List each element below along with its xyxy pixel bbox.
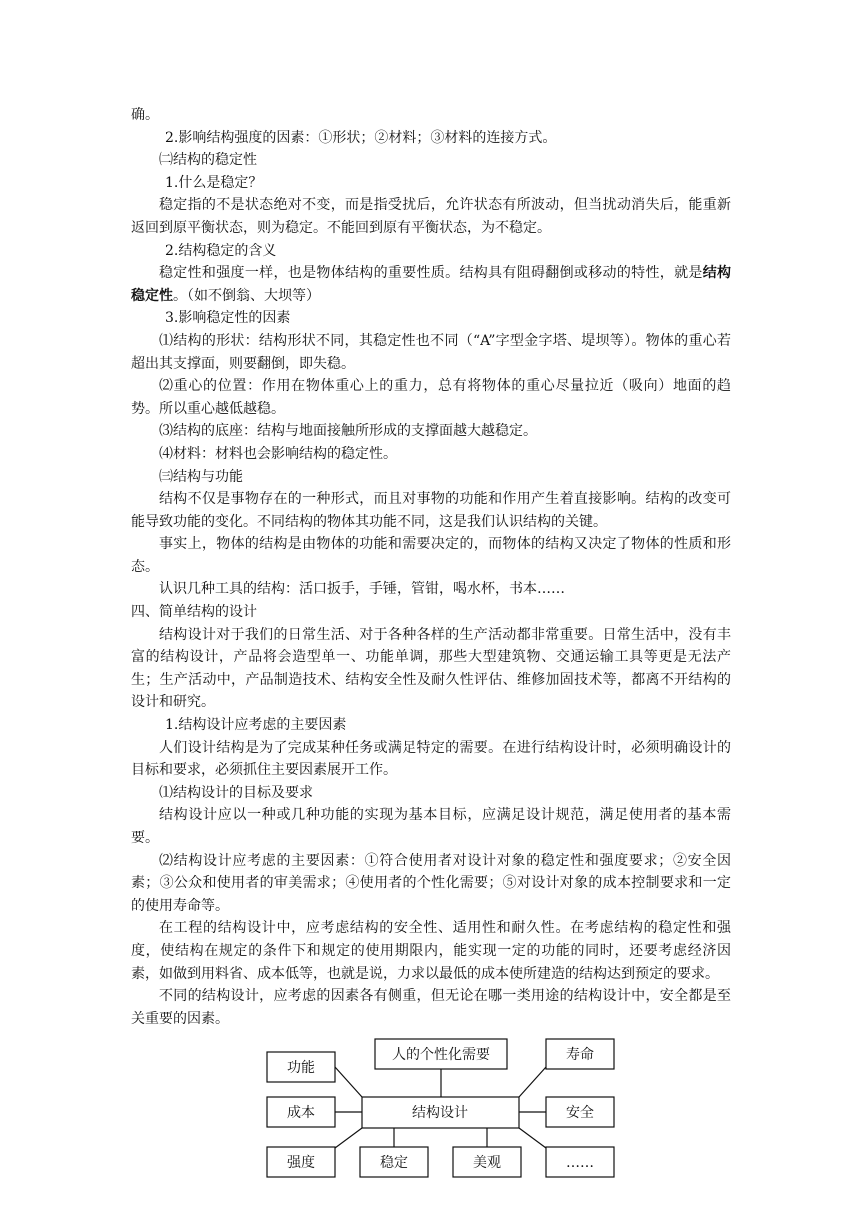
node-life: [546, 1039, 614, 1069]
paragraph-text: 四、简单结构的设计: [131, 604, 257, 621]
svg-text:安全: 安全: [566, 1105, 594, 1121]
paragraph-text: 不同的结构设计，应考虑的因素各有侧重，但无论在哪一类用途的结构设计中，安全都是至关重要的因素。: [131, 988, 731, 1027]
svg-text:寿命: 寿命: [566, 1047, 594, 1063]
paragraph-text: ⑴结构设计的目标及要求: [159, 784, 313, 801]
svg-text:……: ……: [566, 1155, 594, 1171]
svg-text:结构设计: 结构设计: [412, 1105, 468, 1121]
paragraph-text: 2.影响结构强度的因素：①形状；②材料；③材料的连接方式。: [165, 129, 557, 146]
paragraph-text: 结构设计对于我们的日常生活、对于各种各样的生产活动都非常重要。日常生活中，没有丰富的结构设计，产品将会造型单一、功能单调，那些大型建筑物、交通运输工具等更是无法产生；生产活动中，产品制造技术、结构安全性及耐久性评估、维修加固技术等，都离不开结构的设计和研究。: [131, 626, 731, 711]
node-strength: [267, 1147, 335, 1177]
svg-text:功能: 功能: [287, 1060, 315, 1076]
paragraph-text: 在工程的结构设计中，应考虑结构的安全性、适用性和耐久性。在考虑结构的稳定性和强度，使结构在规定的条件下和规定的使用期限内，能实现一定的功能的同时，还要考虑经济因素，如做到用料省、成本低等，也就是说，力求以最低的成本使所建造的结构达到预定的要求。: [131, 920, 731, 982]
connector-life: [519, 1067, 546, 1097]
paragraph-text: ㈢结构与功能: [159, 468, 243, 485]
paragraph-text: 1.什么是稳定？: [165, 174, 263, 191]
svg-text:美观: 美观: [473, 1155, 501, 1171]
node-stability: [360, 1147, 428, 1177]
paragraph-text: 稳定指的不是状态绝对不变，而是指受扰后，允许状态有所波动，但当扰动消失后，能重新返回到原平衡状态，则为稳定。不能回到原有平衡状态，为不稳定。: [131, 197, 731, 236]
svg-text:人的个性化需要: 人的个性化需要: [392, 1047, 490, 1063]
paragraph-text: 结构不仅是事物存在的一种形式，而且对事物的功能和作用产生着直接影响。结构的改变可能导致功能的变化。不同结构的物体其功能不同，这是我们认识结构的关键。: [131, 491, 731, 530]
svg-text:成本: 成本: [287, 1105, 315, 1121]
paragraph-text: 2.结构稳定的含义: [165, 242, 277, 259]
node-aesthetics: [453, 1147, 521, 1177]
node-center-structure-design: [362, 1097, 519, 1128]
paragraph-text: 结构设计应以一种或几种功能的实现为基本目标，应满足设计规范，满足使用者的基本需要。: [131, 807, 731, 846]
paragraph-text: ⑴结构的形状：结构形状不同，其稳定性也不同（“A”字型金字塔、堤坝等）。物体的重心若超出其支撑面，则要翻倒，即失稳。: [131, 332, 731, 372]
paragraph-text: ⑶结构的底座：结构与地面接触所形成的支撑面越大越稳定。: [159, 423, 537, 440]
node-more: [546, 1147, 614, 1177]
paragraph-text: ⑷材料：材料也会影响结构的稳定性。: [159, 445, 397, 462]
bold-term: 结构稳定性: [131, 265, 732, 304]
paragraph-text: 稳定性和强度一样，也是物体结构的重要性质。结构具有阻碍翻倒或移动的特性，就是: [159, 265, 703, 282]
node-safety: [546, 1097, 614, 1127]
node-cost: [267, 1097, 335, 1127]
node-personal-needs: [375, 1039, 507, 1069]
svg-text:稳定: 稳定: [380, 1155, 408, 1171]
connector-function: [335, 1067, 362, 1097]
node-function: [267, 1052, 335, 1082]
paragraph-text: ⑵结构设计应考虑的主要因素：①符合使用者对设计对象的稳定性和强度要求；②安全因素；③公众和使用者的审美需求；④使用者的个性化需要；⑤对设计对象的成本控制要求和一定的使用寿命等。: [131, 852, 731, 914]
connector-strength: [335, 1128, 362, 1148]
paragraph-text: 1.结构设计应考虑的主要因素: [165, 717, 347, 734]
paragraph-text: 事实上，物体的结构是由物体的功能和需要决定的，而物体的结构又决定了物体的性质和形态。: [131, 536, 731, 575]
paragraph-text: ㈡结构的稳定性: [159, 152, 257, 169]
svg-text:强度: 强度: [287, 1155, 315, 1171]
paragraph-text: 确。: [131, 107, 159, 123]
paragraph-text: ⑵重心的位置：作用在物体重心上的重力，总有将物体的重心尽量拉近（吸向）地面的趋势。所以重心越低越稳。: [131, 378, 731, 417]
connector-more: [519, 1128, 546, 1148]
paragraph-tail: 。（如不倒翁、大坝等）: [173, 287, 320, 304]
paragraph-text: 人们设计结构是为了完成某种任务或满足特定的需要。在进行结构设计时，必须明确设计的目标和要求，必须抓住主要因素展开工作。: [131, 739, 731, 779]
paragraph-text: 认识几种工具的结构：活口扳手，手锤，管钳，喝水杯，书本……: [159, 581, 565, 598]
paragraph-text: 3.影响稳定性的因素: [165, 310, 291, 327]
